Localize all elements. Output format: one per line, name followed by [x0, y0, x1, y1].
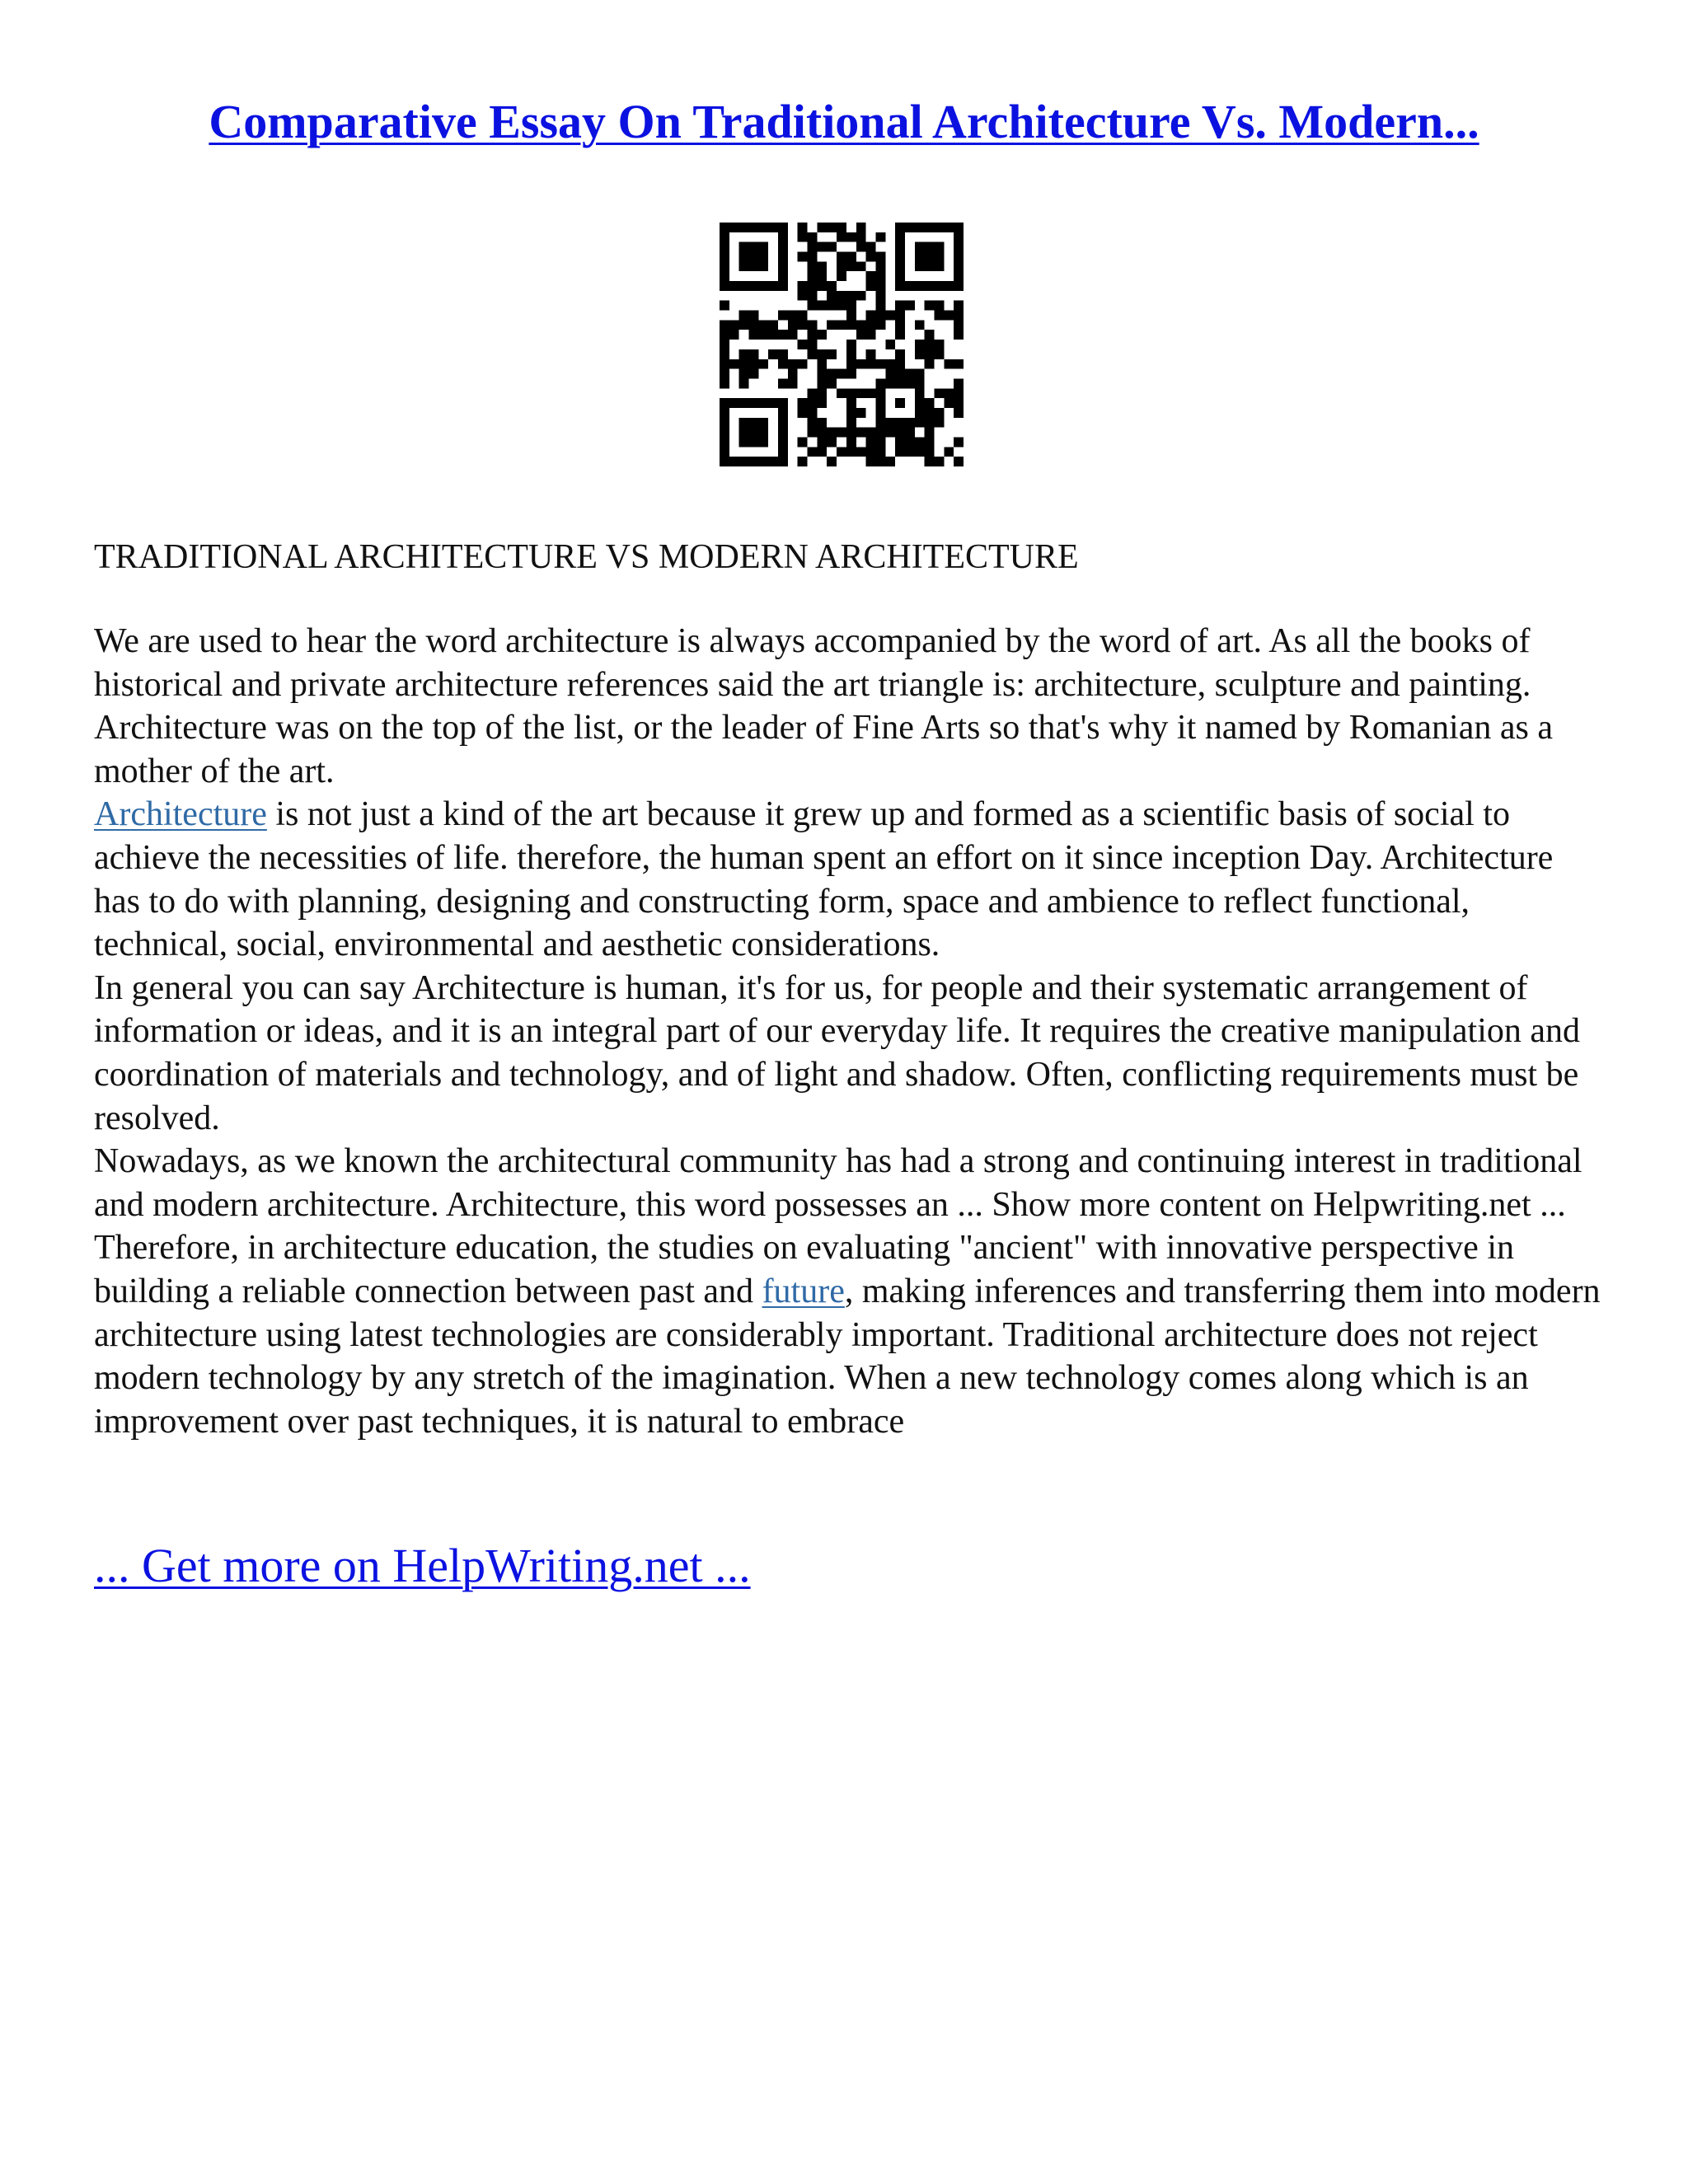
title-link[interactable]: Comparative Essay On Traditional Architecture Vs. Modern...	[209, 95, 1479, 148]
essay-heading: TRADITIONAL ARCHITECTURE VS MODERN ARCHITECTURE	[94, 538, 1079, 576]
paragraph-4: Nowadays, as we known the architectural community has had a strong and continuing interest in traditional and modern architecture. Architecture, this word possesses an ... Show more content on Helpwriting.net ...	[94, 1142, 1582, 1224]
paragraph-2-text: is not just a kind of the art because it grew up and formed as a scientific basis of social to achieve the necessities of life. therefore, the human spent an effort on it since inception Day. Architecture has to do with planning, designing and constructing form, space and ambience to reflect functional, technical, social, environmental and aesthetic considerations.	[94, 795, 1554, 964]
paragraph-5	[94, 1226, 1602, 1443]
document-title	[0, 89, 1688, 155]
more-section	[94, 1535, 751, 1597]
qr-code-icon	[720, 223, 964, 466]
essay-body	[94, 620, 1602, 1443]
future-link[interactable]: future	[762, 1272, 845, 1310]
paragraph-5-text-start: Therefore, in architecture education, the studies on evaluating "ancient" with innovative perspective in building a reliable connection between past and	[94, 1229, 1514, 1310]
architecture-link[interactable]: Architecture	[94, 795, 267, 834]
paragraph-2	[94, 793, 1602, 966]
paragraph-3: In general you can say Architecture is human, it's for us, for people and their systematic arrangement of information or ideas, and it is an integral part of our everyday life. It requires the creative manipulation and coordination of materials and technology, and of light and shadow. Often, conflicting requirements must be resolved.	[94, 968, 1581, 1137]
paragraph-5-text-end: , making inferences and transferring them into modern architecture using latest technologies are considerably important. Traditional architecture does not reject modern technology by any stretch of the imagination. When a new technology comes along which is an improvement over past techniques, it is natural to embrace	[94, 1272, 1601, 1441]
paragraph-1: We are used to hear the word architecture is always accompanied by the word of art. As all the books of historical and private architecture references said the art triangle is: architecture, sculpture and painting. Architecture was on the top of the list, or the leader of Fine Arts so that's why it named by Romanian as a mother of the art.	[94, 622, 1553, 790]
get-more-link[interactable]: ... Get more on HelpWriting.net ...	[94, 1539, 751, 1592]
